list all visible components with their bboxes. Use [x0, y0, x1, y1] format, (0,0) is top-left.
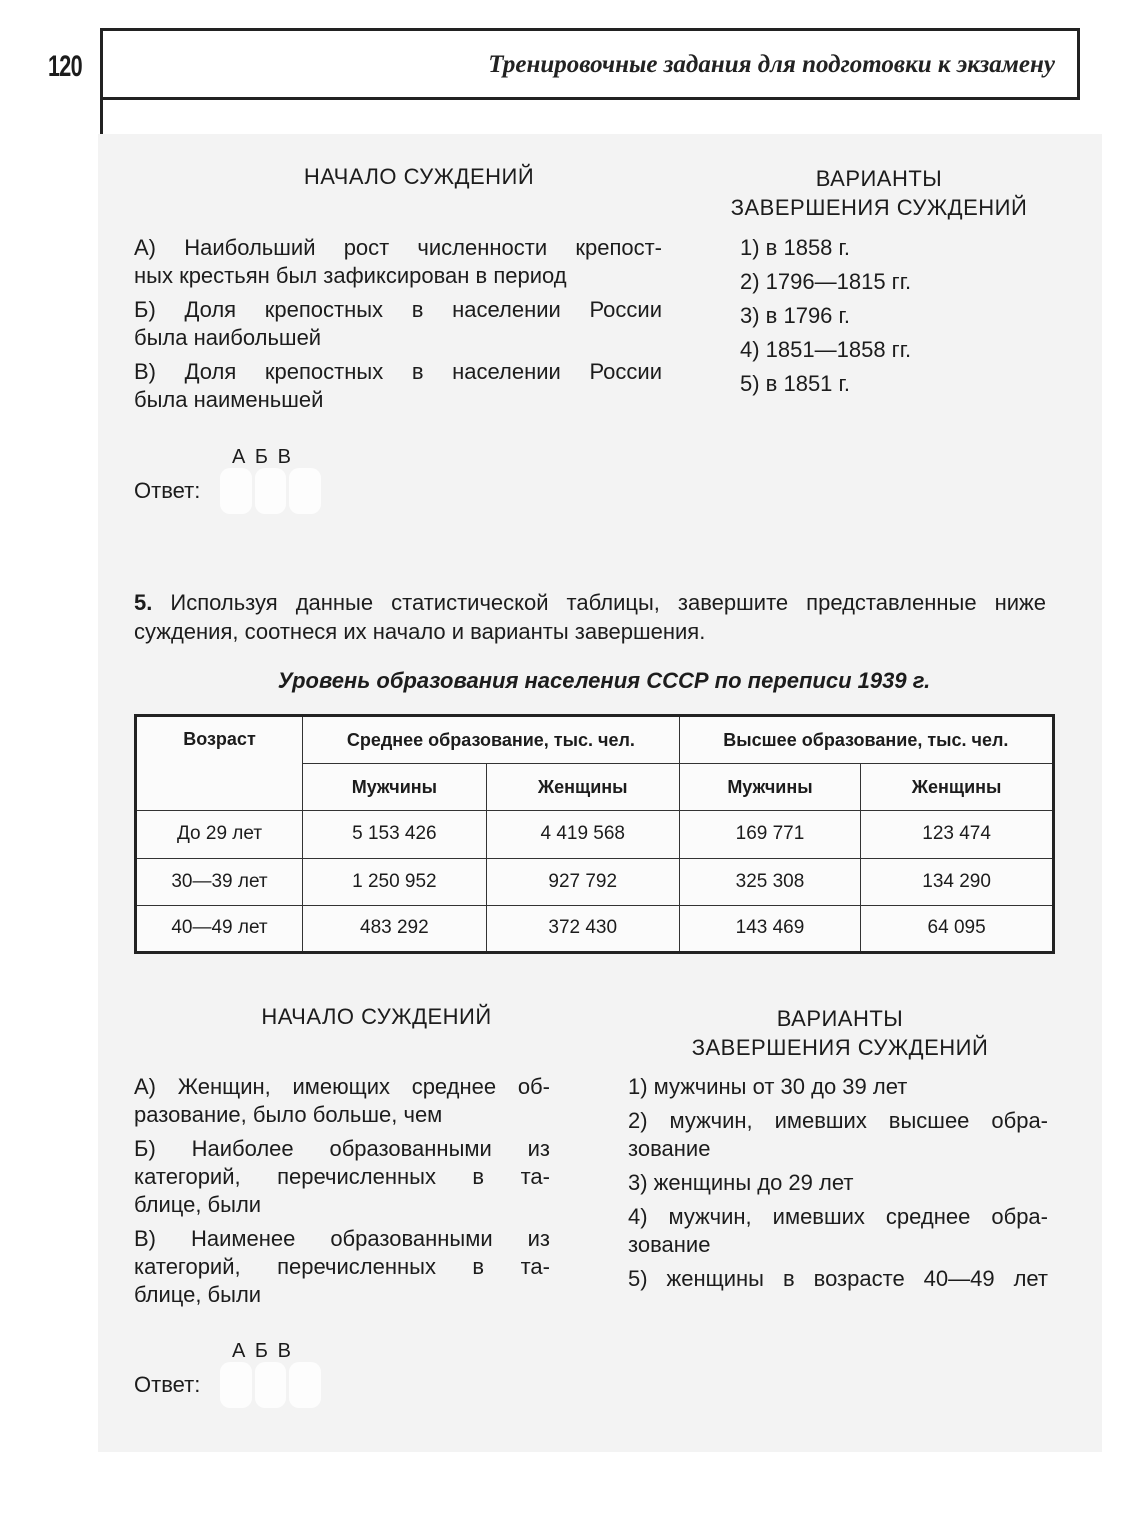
- higher-education-header: Высшее образование, тыс. чел.: [679, 716, 1053, 764]
- value-cell: 169 771: [679, 811, 860, 858]
- statement-line: Б) Доля крепостных в населении России: [134, 297, 662, 322]
- task5-statements: [134, 1073, 550, 1315]
- statement-line: В) Доля крепостных в населении России: [134, 359, 662, 384]
- answer-cell-c[interactable]: [289, 468, 321, 514]
- men-header: Мужчины: [303, 764, 487, 811]
- option-item: [628, 1203, 1048, 1259]
- option-line: зование: [628, 1232, 711, 1257]
- value-cell: 4 419 568: [486, 811, 679, 858]
- secondary-education-header: Среднее образование, тыс. чел.: [303, 716, 680, 764]
- answer-cell-b[interactable]: [255, 1362, 287, 1408]
- value-cell: 927 792: [486, 858, 679, 905]
- value-cell: 1 250 952: [303, 858, 487, 905]
- table-row: [136, 811, 1054, 858]
- header-frame: [100, 28, 1080, 100]
- statement-line: категорий, перечисленных в та-: [134, 1164, 550, 1189]
- header-divider: [100, 100, 103, 136]
- option-line: зование: [628, 1136, 711, 1161]
- task5-right-heading: [672, 1004, 1008, 1062]
- task4-options: [740, 234, 911, 404]
- option-item: [628, 1265, 1048, 1293]
- value-cell: 325 308: [679, 858, 860, 905]
- answer-cell-b[interactable]: [255, 468, 287, 514]
- age-cell: До 29 лет: [136, 811, 303, 858]
- task-text: Используя данные статистической таблицы, завершите представленные ниже суждения, соотнеся их начало и варианты завершения.: [134, 590, 1046, 644]
- option-item: 5) в 1851 г.: [740, 371, 850, 396]
- women-header: Женщины: [486, 764, 679, 811]
- statement-c: [134, 358, 662, 414]
- answer-letters: А Б В: [232, 446, 293, 468]
- task4-statements: [134, 234, 662, 420]
- task4-right-heading: [714, 164, 1044, 222]
- task4-left-heading: НАЧАЛО СУЖДЕНИЙ: [303, 164, 535, 189]
- task5-options: [628, 1073, 1048, 1299]
- statement-a: [134, 1073, 550, 1129]
- table-row: [136, 858, 1054, 905]
- value-cell: 64 095: [861, 905, 1054, 952]
- answer-cell-a[interactable]: [220, 468, 252, 514]
- page-number: 120: [48, 50, 82, 83]
- task5-instructions: [134, 588, 1046, 646]
- option-line: 4) мужчин, имевших среднее обра-: [628, 1204, 1048, 1229]
- option-item: 2) 1796—1815 гг.: [740, 269, 912, 294]
- answer-boxes[interactable]: [220, 468, 324, 514]
- age-cell: 40—49 лет: [136, 905, 303, 952]
- option-item: 1) в 1858 г.: [740, 235, 850, 260]
- option-line: 2) мужчин, имевших высшее обра-: [628, 1108, 1048, 1133]
- option-line: 1) мужчины от 30 до 39 лет: [628, 1074, 908, 1099]
- value-cell: 5 153 426: [303, 811, 487, 858]
- option-item: [628, 1169, 1048, 1197]
- col-age-header: Возраст: [136, 716, 303, 811]
- option-item: 4) 1851—1858 гг.: [740, 337, 912, 362]
- statistics-table: [134, 714, 1055, 954]
- task4-right-heading-line1: ВАРИАНТЫ: [815, 166, 943, 191]
- women-header: Женщины: [861, 764, 1054, 811]
- value-cell: 372 430: [486, 905, 679, 952]
- table-row: [136, 905, 1054, 952]
- answer-label: Ответ:: [134, 478, 201, 503]
- answer-boxes[interactable]: [220, 1362, 324, 1408]
- statement-line: А) Женщин, имеющих среднее об-: [134, 1074, 550, 1099]
- answer-cell-c[interactable]: [289, 1362, 321, 1408]
- statement-line: разование, было больше, чем: [134, 1102, 443, 1127]
- option-line: 3) женщины до 29 лет: [628, 1170, 854, 1195]
- statement-line: блице, были: [134, 1192, 262, 1217]
- statement-a: [134, 234, 662, 290]
- option-line: 5) женщины в возрасте 40—49 лет: [628, 1266, 1048, 1291]
- task5-right-heading-line2: ЗАВЕРШЕНИЯ СУЖДЕНИЙ: [691, 1035, 989, 1060]
- task-number: 5.: [134, 590, 153, 615]
- task5-left-heading: НАЧАЛО СУЖДЕНИЙ: [261, 1004, 492, 1029]
- option-item: [628, 1073, 1048, 1101]
- statement-b: [134, 1135, 550, 1219]
- option-item: [628, 1107, 1048, 1163]
- statement-line: В) Наименее образованными из: [134, 1226, 550, 1251]
- header-title: Тренировочные задания для подготовки к экзамену: [488, 51, 1055, 78]
- statement-line: Б) Наиболее образованными из: [134, 1136, 550, 1161]
- table-title: Уровень образования населения СССР по переписи 1939 г.: [277, 668, 931, 693]
- age-cell: 30—39 лет: [136, 858, 303, 905]
- statement-line: А) Наибольший рост численности крепост-: [134, 235, 662, 260]
- task4-right-heading-line2: ЗАВЕРШЕНИЯ СУЖДЕНИЙ: [730, 195, 1028, 220]
- value-cell: 134 290: [861, 858, 1054, 905]
- statement-line: ных крестьян был зафиксирован в период: [134, 263, 567, 288]
- option-item: 3) в 1796 г.: [740, 303, 850, 328]
- statement-c: [134, 1225, 550, 1309]
- statement-line: категорий, перечисленных в та-: [134, 1254, 550, 1279]
- answer-cell-a[interactable]: [220, 1362, 252, 1408]
- value-cell: 123 474: [861, 811, 1054, 858]
- value-cell: 143 469: [679, 905, 860, 952]
- statement-line: была наибольшей: [134, 325, 322, 350]
- task5-right-heading-line1: ВАРИАНТЫ: [776, 1006, 904, 1031]
- value-cell: 483 292: [303, 905, 487, 952]
- men-header: Мужчины: [679, 764, 860, 811]
- answer-letters: А Б В: [232, 1340, 293, 1362]
- answer-label: Ответ:: [134, 1372, 201, 1397]
- statement-line: блице, были: [134, 1282, 262, 1307]
- statement-line: была наименьшей: [134, 387, 324, 412]
- statement-b: [134, 296, 662, 352]
